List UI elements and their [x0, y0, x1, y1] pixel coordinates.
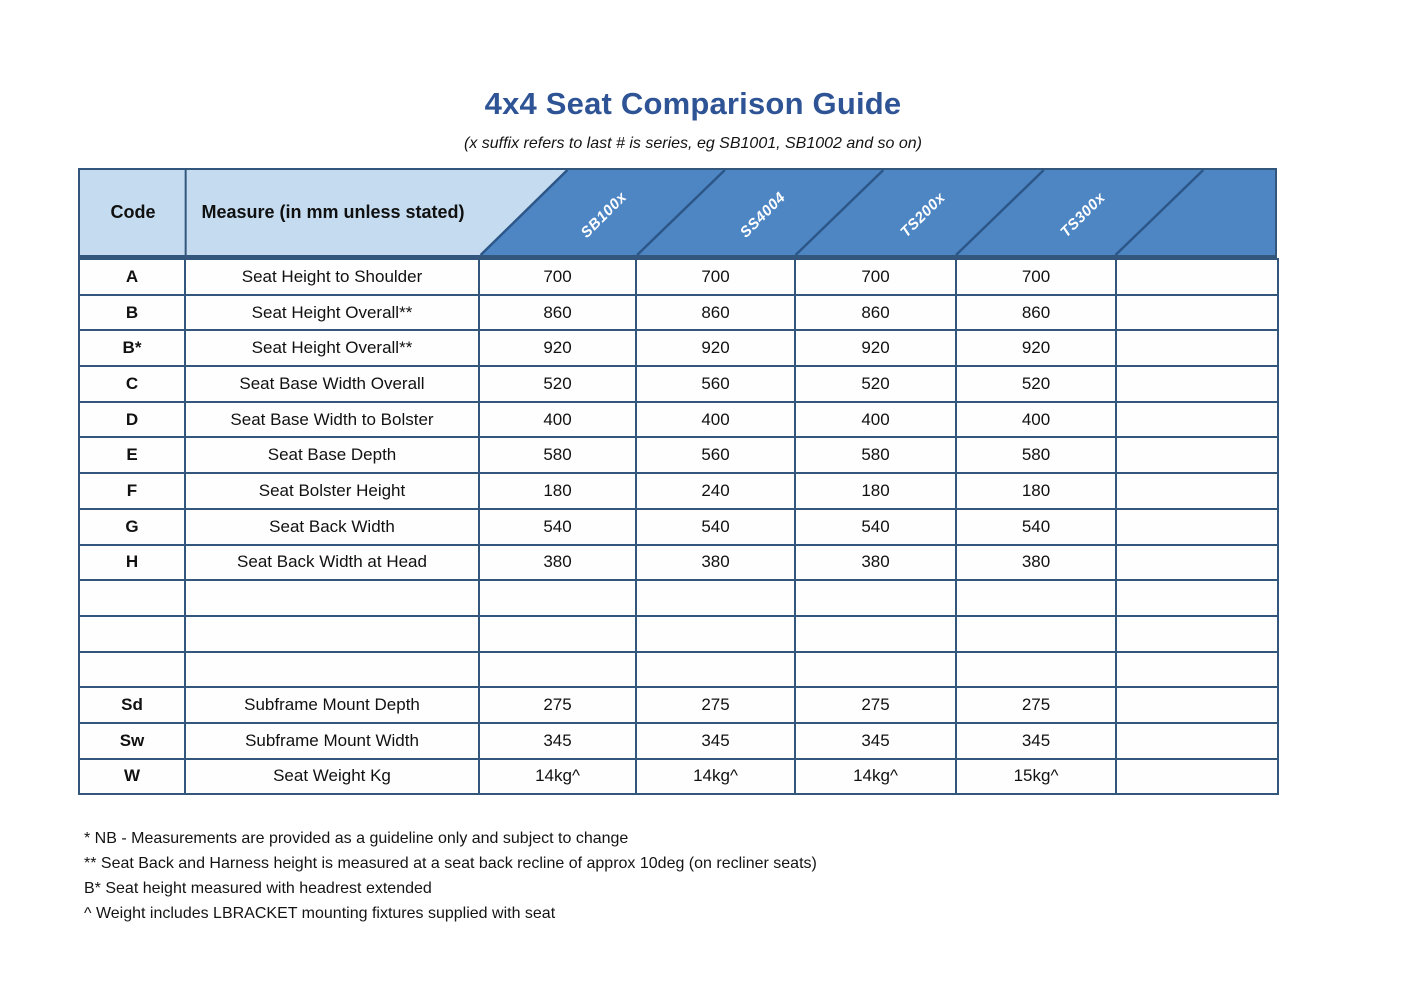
- column-header-product-4: TS300x: [1057, 189, 1109, 241]
- table-row: [79, 509, 1278, 545]
- table-row: [79, 687, 1278, 723]
- measure-cell: Subframe Mount Width: [185, 723, 479, 759]
- measure-cell: [185, 616, 479, 652]
- measure-cell: Seat Bolster Height: [185, 473, 479, 509]
- table-row: [79, 330, 1278, 366]
- value-cell: [636, 652, 795, 688]
- value-cell: 380: [795, 545, 956, 581]
- table-row: [79, 616, 1278, 652]
- value-cell: [479, 652, 636, 688]
- value-cell: 400: [795, 402, 956, 438]
- measure-cell: Seat Base Width Overall: [185, 366, 479, 402]
- measure-cell: [185, 580, 479, 616]
- table-row: [79, 366, 1278, 402]
- value-cell: 920: [636, 330, 795, 366]
- value-cell: 380: [956, 545, 1116, 581]
- code-cell: Sw: [79, 723, 185, 759]
- value-cell: [956, 616, 1116, 652]
- measure-cell: Seat Base Width to Bolster: [185, 402, 479, 438]
- value-cell: [1116, 295, 1278, 331]
- footnote: * NB - Measurements are provided as a guideline only and subject to change: [84, 830, 629, 847]
- measure-cell: Seat Height to Shoulder: [185, 259, 479, 295]
- value-cell: 860: [795, 295, 956, 331]
- table-row: [79, 759, 1278, 795]
- table-header: [78, 168, 1277, 258]
- value-cell: 860: [479, 295, 636, 331]
- measure-cell: Seat Back Width at Head: [185, 545, 479, 581]
- code-cell: A: [79, 259, 185, 295]
- value-cell: [1116, 759, 1278, 795]
- value-cell: 560: [636, 437, 795, 473]
- value-cell: 275: [636, 687, 795, 723]
- table-body: [79, 259, 1278, 794]
- value-cell: 345: [479, 723, 636, 759]
- value-cell: [1116, 580, 1278, 616]
- value-cell: 380: [479, 545, 636, 581]
- value-cell: 560: [636, 366, 795, 402]
- value-cell: 275: [956, 687, 1116, 723]
- value-cell: [956, 652, 1116, 688]
- value-cell: 14kg^: [636, 759, 795, 795]
- table-row: [79, 402, 1278, 438]
- value-cell: [1116, 687, 1278, 723]
- table-row: [79, 473, 1278, 509]
- value-cell: [1116, 723, 1278, 759]
- value-cell: [795, 580, 956, 616]
- value-cell: 380: [636, 545, 795, 581]
- value-cell: [636, 616, 795, 652]
- value-cell: 520: [956, 366, 1116, 402]
- footnote: B* Seat height measured with headrest extended: [84, 880, 432, 897]
- code-cell: [79, 652, 185, 688]
- value-cell: 920: [956, 330, 1116, 366]
- code-cell: B: [79, 295, 185, 331]
- value-cell: 920: [795, 330, 956, 366]
- value-cell: 860: [956, 295, 1116, 331]
- value-cell: 580: [956, 437, 1116, 473]
- code-cell: E: [79, 437, 185, 473]
- value-cell: 180: [795, 473, 956, 509]
- value-cell: 540: [479, 509, 636, 545]
- code-cell: Sd: [79, 687, 185, 723]
- code-cell: C: [79, 366, 185, 402]
- value-cell: 14kg^: [479, 759, 636, 795]
- value-cell: [795, 652, 956, 688]
- value-cell: 700: [795, 259, 956, 295]
- value-cell: [479, 580, 636, 616]
- code-cell: [79, 580, 185, 616]
- page-subtitle: (x suffix refers to last # is series, eg SB1001, SB1002 and so on): [463, 135, 922, 152]
- measure-cell: Seat Height Overall**: [185, 295, 479, 331]
- table-row: [79, 259, 1278, 295]
- value-cell: [1116, 402, 1278, 438]
- measure-cell: Subframe Mount Depth: [185, 687, 479, 723]
- value-cell: [1116, 330, 1278, 366]
- value-cell: 400: [479, 402, 636, 438]
- value-cell: 540: [795, 509, 956, 545]
- value-cell: [636, 580, 795, 616]
- value-cell: 15kg^: [956, 759, 1116, 795]
- value-cell: 920: [479, 330, 636, 366]
- comparison-table: [78, 168, 1277, 795]
- value-cell: 400: [956, 402, 1116, 438]
- code-cell: G: [79, 509, 185, 545]
- value-cell: 14kg^: [795, 759, 956, 795]
- code-cell: F: [79, 473, 185, 509]
- value-cell: 520: [479, 366, 636, 402]
- value-cell: 860: [636, 295, 795, 331]
- value-cell: [1116, 437, 1278, 473]
- table-row: [79, 723, 1278, 759]
- value-cell: 540: [956, 509, 1116, 545]
- value-cell: 180: [479, 473, 636, 509]
- column-header-measure: Measure (in mm unless stated): [201, 202, 465, 222]
- value-cell: [1116, 473, 1278, 509]
- measure-cell: Seat Height Overall**: [185, 330, 479, 366]
- value-cell: 700: [956, 259, 1116, 295]
- table-row: [79, 437, 1278, 473]
- measure-cell: Seat Weight Kg: [185, 759, 479, 795]
- column-header-code: Code: [110, 202, 156, 222]
- value-cell: 275: [795, 687, 956, 723]
- measure-cell: Seat Back Width: [185, 509, 479, 545]
- value-cell: 700: [479, 259, 636, 295]
- value-cell: [1116, 652, 1278, 688]
- value-cell: [1116, 616, 1278, 652]
- footnotes: [84, 826, 817, 926]
- value-cell: 180: [956, 473, 1116, 509]
- code-cell: D: [79, 402, 185, 438]
- table-row: [79, 580, 1278, 616]
- value-cell: 345: [795, 723, 956, 759]
- value-cell: 520: [795, 366, 956, 402]
- value-cell: [1116, 259, 1278, 295]
- data-grid: [78, 258, 1279, 795]
- page-title: 4x4 Seat Comparison Guide: [484, 86, 902, 121]
- code-cell: B*: [79, 330, 185, 366]
- value-cell: [479, 616, 636, 652]
- value-cell: [1116, 366, 1278, 402]
- column-header-product-3: TS200x: [897, 189, 949, 241]
- value-cell: [1116, 545, 1278, 581]
- column-header-product-2: SS4004: [736, 188, 790, 242]
- footnote: ** Seat Back and Harness height is measured at a seat back recline of approx 10deg (on recliner seats): [84, 855, 817, 872]
- value-cell: 540: [636, 509, 795, 545]
- footnote: ^ Weight includes LBRACKET mounting fixtures supplied with seat: [84, 905, 556, 922]
- table-row: [79, 652, 1278, 688]
- value-cell: [1116, 509, 1278, 545]
- measure-cell: Seat Base Depth: [185, 437, 479, 473]
- value-cell: 580: [479, 437, 636, 473]
- table-row: [79, 295, 1278, 331]
- table-row: [79, 545, 1278, 581]
- value-cell: 345: [956, 723, 1116, 759]
- code-cell: W: [79, 759, 185, 795]
- value-cell: 240: [636, 473, 795, 509]
- value-cell: 700: [636, 259, 795, 295]
- value-cell: 580: [795, 437, 956, 473]
- column-header-product-1: SB100x: [577, 188, 631, 242]
- value-cell: 275: [479, 687, 636, 723]
- code-cell: H: [79, 545, 185, 581]
- value-cell: [956, 580, 1116, 616]
- title-block: [88, 86, 1298, 153]
- code-cell: [79, 616, 185, 652]
- value-cell: 400: [636, 402, 795, 438]
- value-cell: [795, 616, 956, 652]
- measure-cell: [185, 652, 479, 688]
- value-cell: 345: [636, 723, 795, 759]
